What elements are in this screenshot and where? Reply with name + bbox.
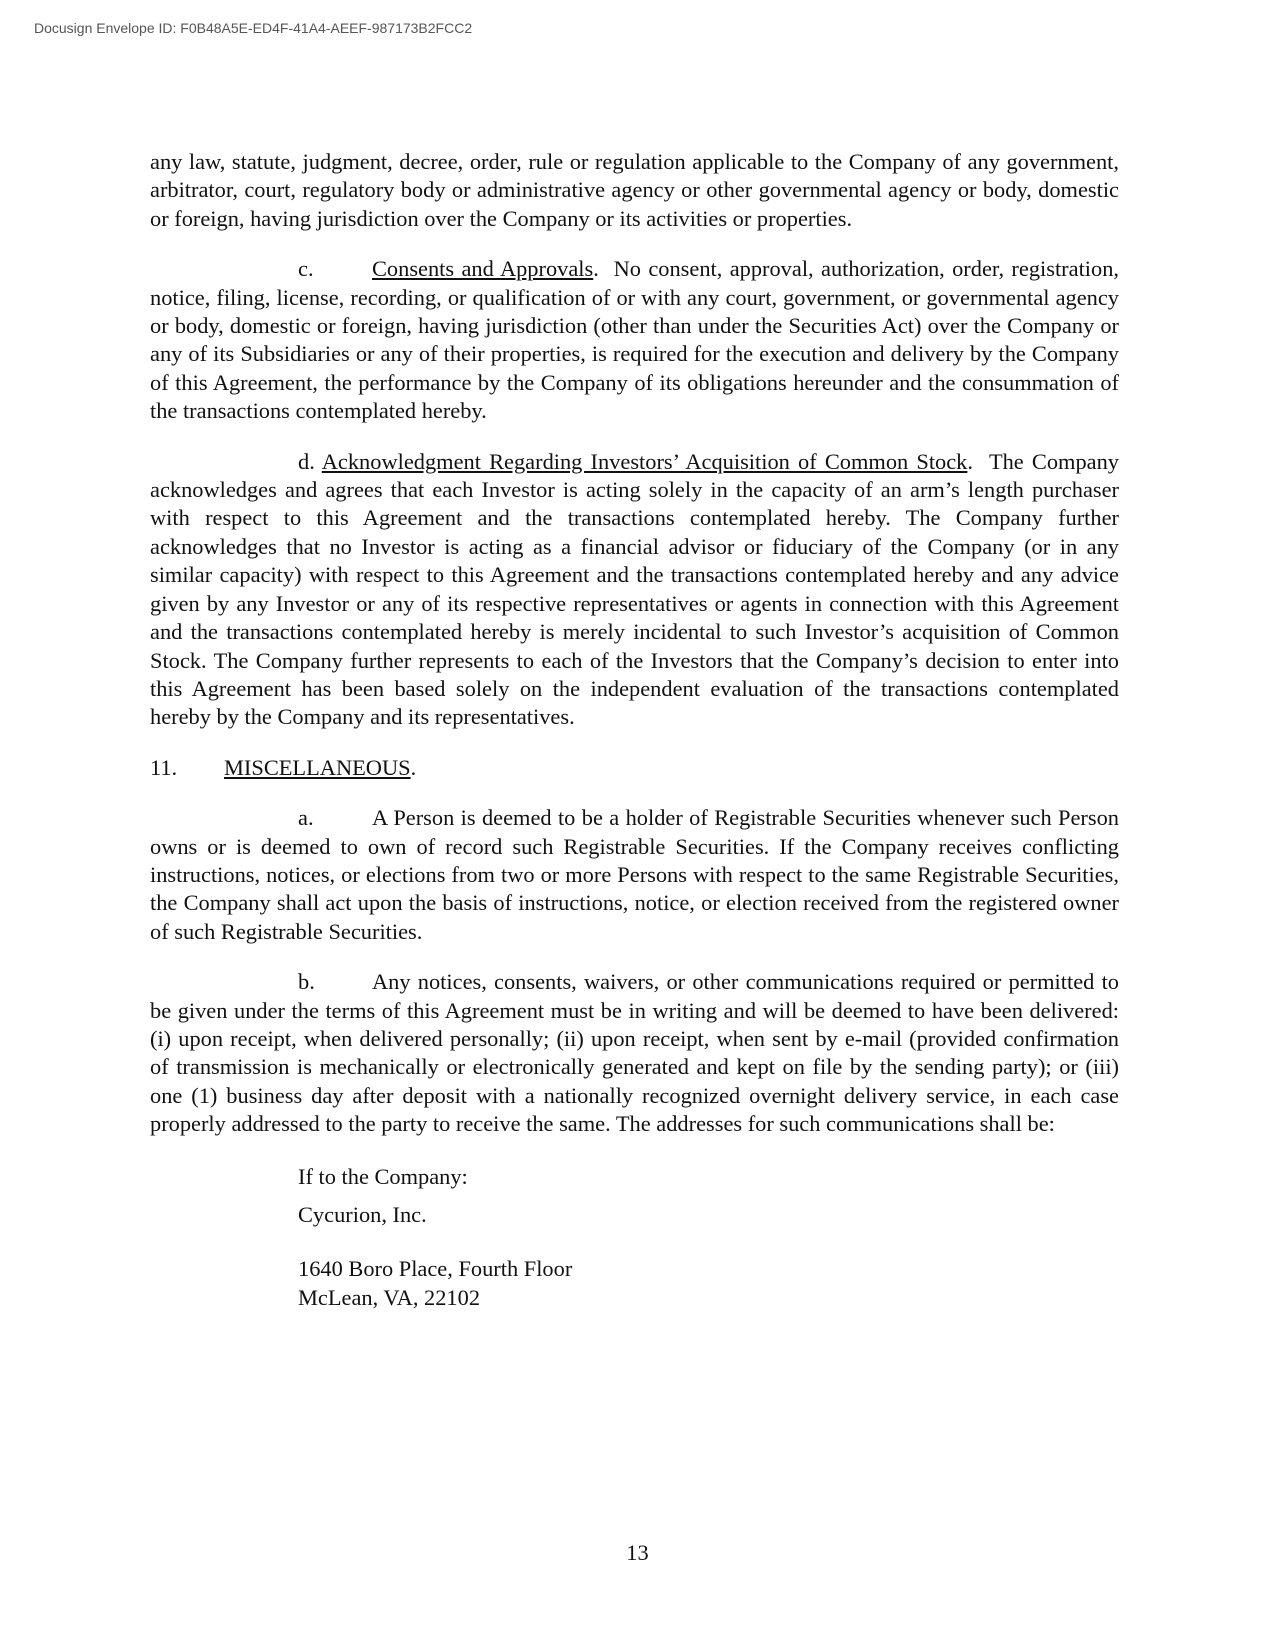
document-page: [150, 148, 1119, 1312]
page-number: 13: [626, 1540, 649, 1565]
section-11b-body: Any notices, consents, waivers, or other communications required or permitted to be given under the terms of this Agreement must be in writing and will be deemed to have been delivered: (i) upon receipt, when delivered personally; (ii) upon receipt, when sent by e-mail (provided confirmation of transmission is mechanically or electronically generated and kept on file by the sending party); or (iii) one (1) business day after deposit with a nationally recognized overnight delivery service, in each case properly addressed to the party to receive the same. The addresses for such communications shall be:: [150, 969, 1119, 1137]
section-c-paragraph: c. Consents and Approvals. No consent, approval, authorization, order, registration, notice, filing, license, recording, or qualification of or with any court, government, or governmental agency or body, domestic or foreign, having jurisdiction (other than under the Securities Act) over the Company or any of its Subsidiaries or any of their properties, is required for the execution and delivery by the Company of this Agreement, the performance by the Company of its obligations hereunder and the consummation of the transactions contemplated hereby.: [150, 256, 1119, 424]
section-c-marker: c.: [298, 256, 314, 282]
section-11b-marker: b.: [298, 969, 315, 995]
address-city: McLean, VA, 22102: [298, 1284, 481, 1310]
section-11a-body: A Person is deemed to be a holder of Registrable Securities whenever such Person owns or is deemed to own of record such Registrable Securities. If the Company receives conflicting instructions, notices, or elections from two or more Persons with respect to the same Registrable Securities, the Company shall act upon the basis of instructions, notice, or election received from the registered owner of such Registrable Securities.: [150, 805, 1119, 944]
section-11-number: 11.: [150, 754, 178, 780]
section-d-body: The Company acknowledges and agrees that each Investor is acting solely in the capacity of an arm’s length purchaser with respect to this Agreement and the transactions contemplated hereby. The Company further acknowledges that no Investor is acting as a financial advisor or fiduciary of the Company (or in any similar capacity) with respect to this Agreement and the transactions contemplated hereby and any advice given by any Investor or any of its respective representatives or agents in connection with this Agreement and the transactions contemplated hereby is merely incidental to such Investor’s acquisition of Common Stock. The Company further represents to each of the Investors that the Company’s decision to enter into this Agreement has been based solely on the independent evaluation of the transactions contemplated hereby by the Company and its representatives.: [150, 448, 1119, 730]
section-d-paragraph: d. Acknowledgment Regarding Investors’ Acquisition of Common Stock. The Company acknowledges and agrees that each Investor is acting solely in the capacity of an arm’s length purchaser with respect to this Agreement and the transactions contemplated hereby. The Company further acknowledges that no Investor is acting as a financial advisor or fiduciary of the Company (or in any similar capacity) with respect to this Agreement and the transactions contemplated hereby and any advice given by any Investor or any of its respective representatives or agents in connection with this Agreement and the transactions contemplated hereby is merely incidental to such Investor’s acquisition of Common Stock. The Company further represents to each of the Investors that the Company’s decision to enter into this Agreement has been based solely on the independent evaluation of the transactions contemplated hereby by the Company and its representatives.: [150, 448, 1119, 730]
docusign-envelope-id: Docusign Envelope ID: F0B48A5E-ED4F-41A4-AEEF-987173B2FCC2: [34, 20, 473, 36]
address-street: 1640 Boro Place, Fourth Floor: [298, 1256, 573, 1282]
section-11b-paragraph: [150, 968, 1119, 1138]
section-11a-marker: a.: [298, 805, 314, 831]
section-c-body: No consent, approval, authorization, order, registration, notice, filing, license, recording, or qualification of or with any court, government, or governmental agency or body, domestic or foreign, having jurisdiction (other than under the Securities Act) over the Company or any of its Subsidiaries or any of their properties, is required for the execution and delivery by the Company of this Agreement, the performance by the Company of its obligations hereunder and the consummation of the transactions contemplated hereby.: [150, 256, 1119, 424]
section-11-heading: 11. MISCELLANEOUS.: [150, 754, 1119, 782]
section-d-marker: d.: [298, 448, 315, 474]
section-11-title: MISCELLANEOUS: [224, 754, 411, 780]
section-11a-paragraph: [150, 804, 1119, 946]
section-c-title: Consents and Approvals: [372, 256, 594, 282]
company-address-block: [298, 1163, 1119, 1313]
section-d-title: Acknowledgment Regarding Investors’ Acquisition of Common Stock: [321, 448, 968, 474]
address-label: If to the Company:: [298, 1163, 468, 1189]
address-company: Cycurion, Inc.: [298, 1202, 427, 1227]
continuation-paragraph: any law, statute, judgment, decree, order, rule or regulation applicable to the Company of any government, arbitrator, court, regulatory body or administrative agency or other governmental agency or body, domestic or foreign, having jurisdiction over the Company or its activities or properties.: [150, 149, 1119, 231]
